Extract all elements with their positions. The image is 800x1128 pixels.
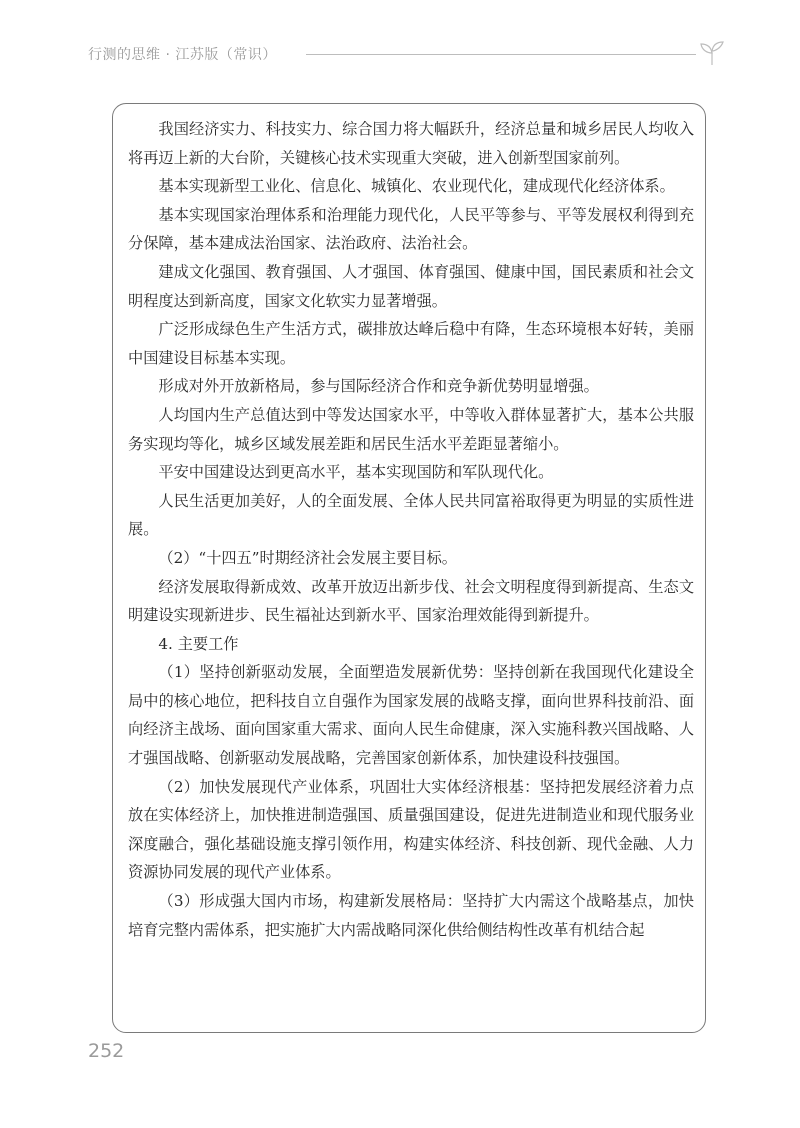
paragraph: 经济发展取得新成效、改革开放迈出新步伐、社会文明程度得到新提高、生态文明建设实现新进步、民生福祉达到新水平、国家治理效能得到新提升。 [128,577,694,625]
sprout-icon [698,40,726,66]
running-header [88,40,728,74]
page-number: 252 [88,1040,125,1062]
paragraph: 广泛形成绿色生产生活方式，碳排放达峰后稳中有降，生态环境根本好转，美丽中国建设目标基本实现。 [128,320,694,367]
paragraph: （3）形成强大国内市场，构建新发展格局：坚持扩大内需这个战略基点，加快培育完整内需体系，把实施扩大内需战略同深化供给侧结构性改革有机结合起 [128,892,694,939]
paragraph: 建成文化强国、教育强国、人才强国、体育强国、健康中国，国民素质和社会文明程度达到新高度，国家文化软实力显著增强。 [128,262,694,310]
section-heading: 4. 主要工作 [158,634,239,653]
paragraph: 形成对外开放新格局，参与国际经济合作和竞争新优势明显增强。 [158,377,599,396]
paragraph: 我国经济实力、科技实力、综合国力将大幅跃升，经济总量和城乡居民人均收入将再迈上新的大台阶，关键核心技术实现重大突破，进入创新型国家前列。 [128,120,694,167]
paragraph: 人民生活更加美好，人的全面发展、全体人民共同富裕取得更为明显的实质性进展。 [128,491,694,539]
paragraph: 人均国内生产总值达到中等发达国家水平，中等收入群体显著扩大，基本公共服务实现均等化，城乡区域发展差距和居民生活水平差距显著缩小。 [128,405,694,453]
paragraph: 平安中国建设达到更高水平，基本实现国防和军队现代化。 [158,463,554,482]
paragraph: （1）坚持创新驱动发展，全面塑造发展新优势：坚持创新在我国现代化建设全局中的核心地位，把科技自立自强作为国家发展的战略支撑，面向世界科技前沿、面向经济主战场、面向国家重大需求、面向人民生命健康，深入实施科教兴国战略、人才强国战略、创新驱动发展战略，完善国家创新体系，加快建设科技强国。 [128,663,694,768]
book-title: 行测的思维 · 江苏版（常识） [88,47,277,63]
paragraph: 基本实现国家治理体系和治理能力现代化，人民平等参与、平等发展权利得到充分保障，基本建成法治国家、法治政府、法治社会。 [128,205,694,253]
body-text [128,115,694,944]
subheading: （2）“十四五”时期经济社会发展主要目标。 [158,548,457,567]
paragraph: 基本实现新型工业化、信息化、城镇化、农业现代化，建成现代化经济体系。 [158,177,675,196]
paragraph: （2）加快发展现代产业体系，巩固壮大实体经济根基：坚持把发展经济着力点放在实体经济上，加快推进制造强国、质量强国建设，促进先进制造业和现代服务业深度融合，强化基础设施支撑引领作用，构建实体经济、科技创新、现代金融、人力资源协同发展的现代产业体系。 [128,777,694,882]
header-rule [306,54,696,55]
